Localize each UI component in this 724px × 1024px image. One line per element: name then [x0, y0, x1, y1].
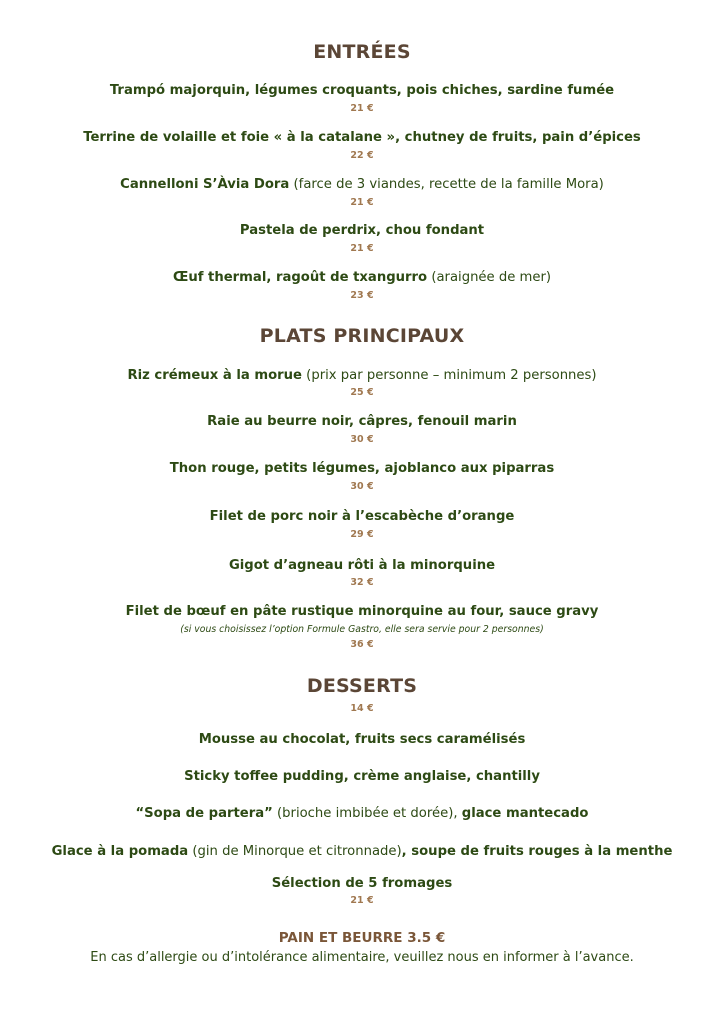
dish-price: 21 €	[350, 895, 374, 906]
dish-name: Filet de bœuf en pâte rustique minorquine au four, sauce gravy	[125, 604, 599, 619]
dessert-detail: (brioche imbibée et dorée),	[277, 806, 458, 821]
dish-price: 22 €	[350, 150, 374, 161]
allergy-notice: En cas d’allergie ou d’intolérance alimentaire, veuillez nous en informer à l’avance.	[90, 950, 634, 965]
dish-name: Œuf thermal, ragoût de txangurro (araignée de mer)	[172, 270, 552, 285]
dish-price: 30 €	[350, 434, 374, 445]
dish-name: Gigot d’agneau rôti à la minorquine	[228, 558, 496, 573]
dish-price: 36 €	[350, 639, 374, 650]
dessert-name: Glace à la pomada (gin de Minorque et citronnade), soupe de fruits rouges à la menthe	[51, 844, 673, 859]
dish-price: 23 €	[350, 290, 374, 301]
dessert-name: Sticky toffee pudding, crème anglaise, chantilly	[184, 769, 540, 784]
dish-price: 25 €	[350, 387, 374, 398]
dessert-name: Sélection de 5 fromages	[271, 876, 453, 891]
desserts-price: 14 €	[350, 703, 374, 714]
dish-name: Cannelloni S’Àvia Dora (farce de 3 viandes, recette de la famille Mora)	[120, 177, 604, 192]
section-title-desserts: DESSERTS	[306, 675, 418, 697]
section-title-plats: PLATS PRINCIPAUX	[259, 325, 465, 347]
dish-price: 30 €	[350, 481, 374, 492]
bread-and-butter: PAIN ET BEURRE 3.5 €	[278, 930, 446, 946]
dish-price: 21 €	[350, 103, 374, 114]
dish-name: Terrine de volaille et foie « à la catalane », chutney de fruits, pain d’épices	[83, 130, 641, 145]
dish-name: Riz crémeux à la morue (prix par personne – minimum 2 personnes)	[127, 368, 597, 383]
dish-price: 21 €	[350, 243, 374, 254]
dish-name: Pastela de perdrix, chou fondant	[239, 223, 485, 238]
dish-note: (si vous choisissez l’option Formule Gastro, elle sera servie pour 2 personnes)	[180, 624, 544, 635]
dish-detail: (araignée de mer)	[431, 270, 552, 285]
dish-detail: (farce de 3 viandes, recette de la famille Mora)	[293, 177, 604, 192]
dish-name: Raie au beurre noir, câpres, fenouil marin	[207, 414, 517, 429]
dessert-detail: (gin de Minorque et citronnade)	[192, 844, 402, 859]
dish-price: 21 €	[350, 197, 374, 208]
dish-name: Filet de porc noir à l’escabèche d’orange	[209, 509, 515, 524]
dish-detail: (prix par personne – minimum 2 personnes)	[306, 368, 597, 383]
dessert-name: Mousse au chocolat, fruits secs caramélisés	[198, 732, 526, 747]
dish-price: 32 €	[350, 577, 374, 588]
section-title-entrees: ENTRÉES	[313, 41, 411, 63]
dish-price: 29 €	[350, 529, 374, 540]
dish-name: Thon rouge, petits légumes, ajoblanco aux piparras	[169, 461, 555, 476]
dessert-name: “Sopa de partera” (brioche imbibée et dorée), glace mantecado	[135, 806, 589, 821]
dish-name: Trampó majorquin, légumes croquants, pois chiches, sardine fumée	[109, 83, 615, 98]
